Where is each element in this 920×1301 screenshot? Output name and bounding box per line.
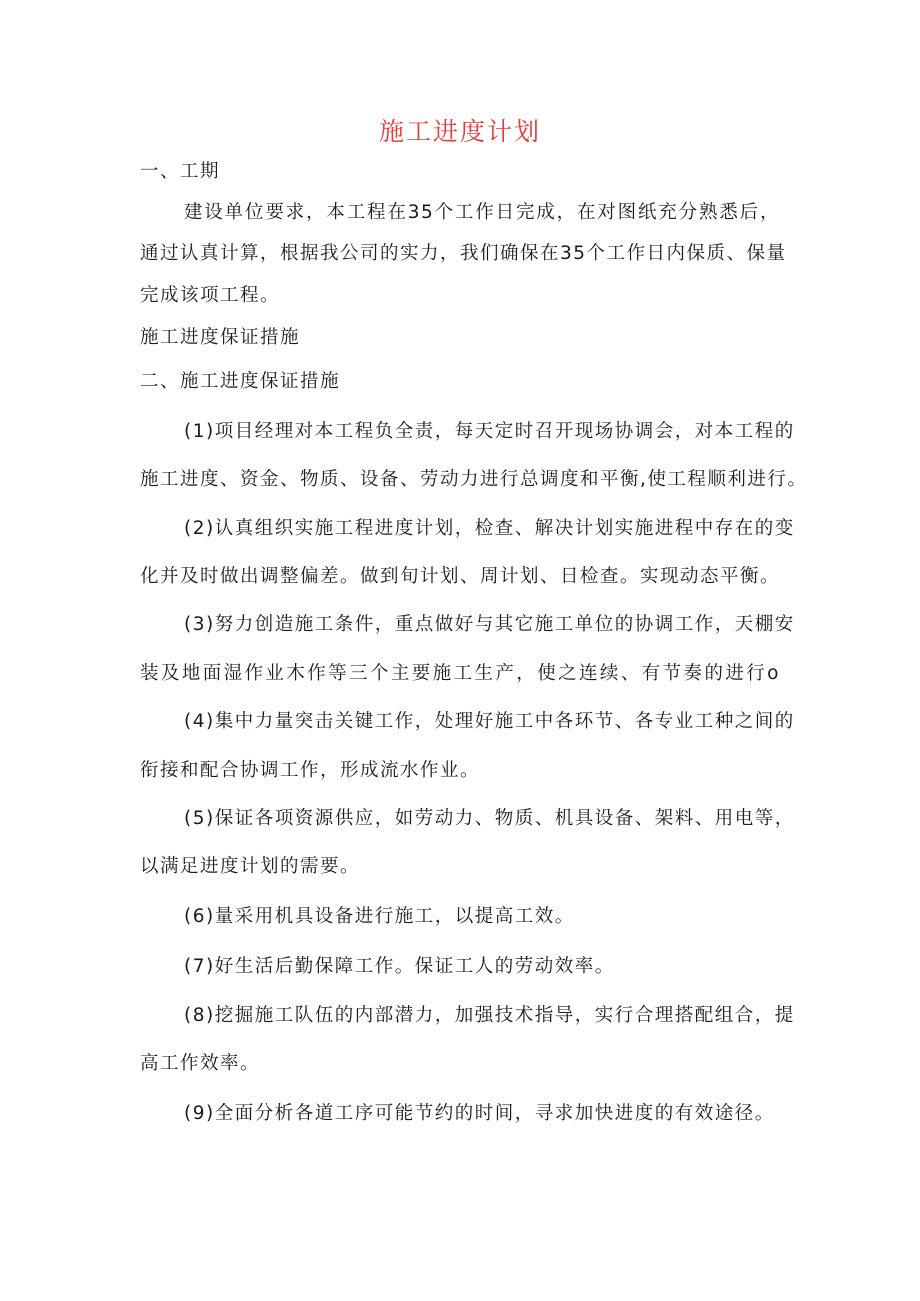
section-heading-duration: 一、工期 — [140, 161, 221, 182]
list-item-line: (2)认真组织实施工程进度计划，检查、解决计划实施进程中存在的变 — [184, 518, 795, 539]
list-item-line: (6)量采用机具设备进行施工，以提高工效。 — [184, 906, 575, 927]
list-item-line: 施工进度、资金、物质、设备、劳动力进行总调度和平衡,使工程顺利进行。 — [140, 469, 808, 490]
list-item-line: 高工作效率。 — [140, 1053, 261, 1074]
list-item-line: (3)努力创造施工条件，重点做好与其它施工单位的协调工作，天棚安 — [184, 614, 795, 635]
section-heading-measures: 施工进度保证措施 — [140, 327, 301, 348]
list-item-line: 装及地面湿作业木作等三个主要施工生产，使之连续、有节奏的进行o — [140, 663, 780, 684]
paragraph-line: 完成该项工程。 — [140, 285, 281, 306]
list-item-line: (5)保证各项资源供应，如劳动力、物质、机具设备、架料、用电等， — [184, 808, 795, 829]
list-item-line: (4)集中力量突击关键工作，处理好施工中各环节、各专业工种之间的 — [184, 711, 795, 732]
list-item-line: (9)全面分析各道工序可能节约的时间，寻求加快进度的有效途径。 — [184, 1103, 775, 1124]
document-title: 施工进度计划 — [378, 117, 541, 146]
list-item-line: (8)挖掘施工队伍的内部潜力，加强技术指导，实行合理搭配组合，提 — [184, 1005, 795, 1026]
list-item-line: (1)项目经理对本工程负全责，每天定时召开现场协调会，对本工程的 — [184, 421, 795, 442]
list-item-line: 化并及时做出调整偏差。做到旬计划、周计划、日检查。实现动态平衡。 — [140, 566, 781, 587]
section-heading-measures-numbered: 二、施工进度保证措施 — [140, 371, 341, 392]
list-item-line: 衔接和配合协调工作，形成流水作业。 — [140, 760, 481, 781]
paragraph-line: 通过认真计算，根据我公司的实力，我们确保在35个工作日内保质、保量 — [140, 243, 787, 264]
paragraph-line: 建设单位要求，本工程在35个工作日完成，在对图纸充分熟悉后， — [184, 202, 780, 223]
list-item-line: 以满足进度计划的需要。 — [140, 856, 361, 877]
list-item-line: (7)好生活后勤保障工作。保证工人的劳动效率。 — [184, 956, 615, 977]
